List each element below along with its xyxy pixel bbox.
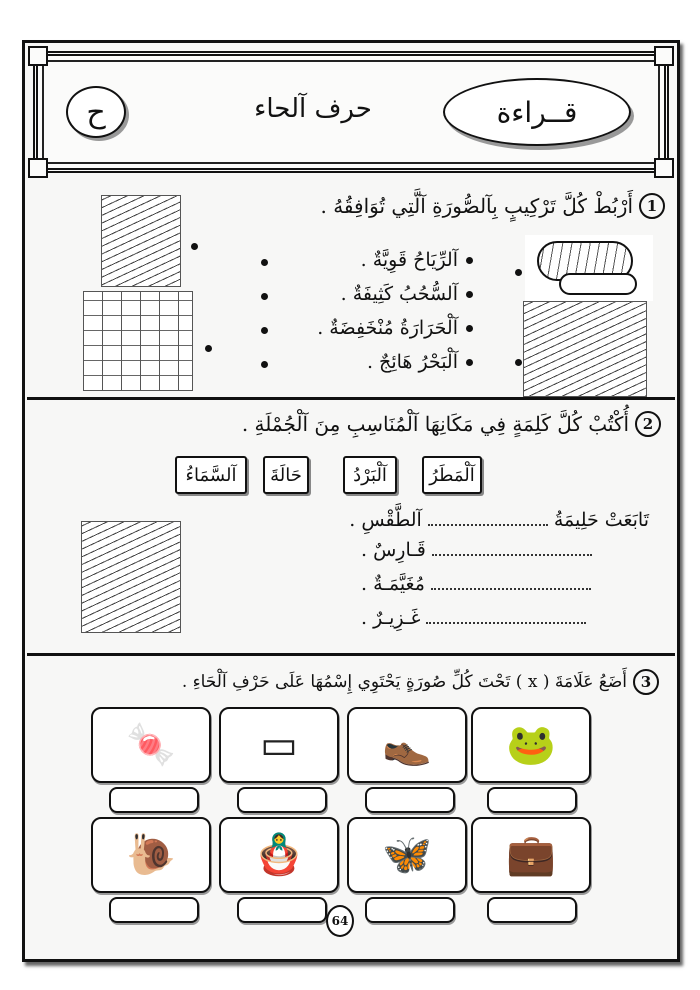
- answer-box[interactable]: [365, 787, 455, 813]
- answer-box[interactable]: [237, 787, 327, 813]
- match-dot[interactable]: [205, 345, 212, 352]
- word-bank-item[interactable]: آلْبَرْدُ: [343, 456, 397, 494]
- answer-box[interactable]: [237, 897, 327, 923]
- frog-icon: 🐸: [506, 722, 556, 768]
- butterfly-icon: 🦋: [382, 832, 432, 878]
- match-dot[interactable]: [261, 327, 268, 334]
- sentence-row: قَـارِسٌ .: [361, 539, 592, 561]
- section3-instruction: أَضَعُ عَلَامَةَ ( x ) تَحْتَ كُلِّ صُورَةٍ يَحْتَوِي إِسْمُهَا عَلَى حَرْفِ آلْحَاءِ .: [181, 672, 627, 692]
- answer-box[interactable]: [109, 787, 199, 813]
- answer-box[interactable]: [487, 787, 577, 813]
- picture-card-doll: [219, 817, 339, 893]
- subject-label: قــراءة: [443, 78, 631, 146]
- match-dot[interactable]: [466, 325, 473, 332]
- match-dot[interactable]: [261, 293, 268, 300]
- fill-in-blank[interactable]: [428, 522, 548, 526]
- list-item: آلْبَحْرُ هَائِجٌ .: [253, 345, 473, 379]
- section-divider: [27, 397, 675, 400]
- match-dot[interactable]: [466, 257, 473, 264]
- header-banner: [33, 51, 669, 173]
- word-bank-item[interactable]: حَالَةَ: [263, 456, 309, 494]
- question-number: 2: [635, 411, 661, 437]
- sentence-row: تَابَعَتْ حَلِيمَةُ آلطَّقْسِ .: [349, 509, 649, 531]
- letter-badge: ح: [66, 86, 126, 138]
- picture-card-butterfly: [347, 817, 467, 893]
- candy-icon: 🍬: [126, 722, 176, 768]
- page-number: 64: [326, 905, 354, 937]
- fill-in-blank[interactable]: [426, 620, 586, 624]
- picture-card-snail: [91, 817, 211, 893]
- match-dot[interactable]: [261, 259, 268, 266]
- rain-clouds-picture: [525, 235, 653, 301]
- section-divider: [27, 653, 675, 656]
- match-dot[interactable]: [466, 291, 473, 298]
- corner-ornament: [654, 46, 674, 66]
- windy-tree-picture: [523, 301, 647, 397]
- fill-in-blank[interactable]: [431, 586, 591, 590]
- picture-card-candy: [91, 707, 211, 783]
- section2-instruction-row: [242, 411, 661, 437]
- corner-ornament: [28, 158, 48, 178]
- picture-card-slate: [219, 707, 339, 783]
- doll-icon: 🪆: [254, 832, 304, 878]
- sentence-row: غَـزِيـرٌ .: [361, 607, 586, 629]
- picture-card-briefcase: [471, 817, 591, 893]
- fill-in-blank[interactable]: [432, 552, 592, 556]
- match-dot[interactable]: [515, 359, 522, 366]
- stormy-sea-picture: [101, 195, 181, 287]
- corner-ornament: [654, 158, 674, 178]
- answer-box[interactable]: [109, 897, 199, 923]
- match-dot[interactable]: [261, 361, 268, 368]
- section1-items: [253, 243, 473, 379]
- sentence-row: مُغَيَّمَـةٌ .: [361, 573, 591, 595]
- match-dot[interactable]: [466, 359, 473, 366]
- word-bank-item[interactable]: آلْمَطَرُ: [422, 456, 482, 494]
- section2-instruction: أُكْتُبْ كُلَّ كَلِمَةٍ فِي مَكَانِهَا آلْمُنَاسِبِ مِنَ آلْجُمْلَةِ .: [241, 412, 629, 436]
- question-number: 1: [639, 193, 665, 219]
- cold-indoor-scene-picture: [83, 291, 193, 391]
- match-dot[interactable]: [515, 269, 522, 276]
- rainy-tree-picture: [81, 521, 181, 633]
- briefcase-icon: 💼: [506, 832, 556, 878]
- question-number: 3: [633, 669, 659, 695]
- list-item: آلْحَرَارَةُ مُنْخَفِضَةٌ .: [253, 311, 473, 345]
- word-bank-item[interactable]: آلسَّمَاءُ: [175, 456, 247, 494]
- picture-card-frog: [471, 707, 591, 783]
- corner-ornament: [28, 46, 48, 66]
- snail-icon: 🐌: [126, 832, 176, 878]
- list-item: آلرِّيَاحُ قَوِيَّةٌ .: [253, 243, 473, 277]
- worksheet-page: [22, 40, 680, 962]
- lesson-title: حرف آلحاء: [254, 94, 372, 124]
- answer-box[interactable]: [365, 897, 455, 923]
- section1-instruction: أَرْبُطْ كُلَّ تَرْكِيبٍ بِآلصُّورَةِ آلَّتِي تُوَافِقُهُ .: [320, 194, 633, 218]
- answer-box[interactable]: [487, 897, 577, 923]
- section1-instruction-row: [320, 193, 665, 219]
- picture-card-shoes: [347, 707, 467, 783]
- slate-board-icon: ▭: [260, 722, 298, 768]
- match-dot[interactable]: [191, 243, 198, 250]
- shoes-icon: 👞: [382, 722, 432, 768]
- section3-instruction-row: [182, 669, 659, 695]
- list-item: آلسُّحُبُ كَثِيفَةٌ .: [253, 277, 473, 311]
